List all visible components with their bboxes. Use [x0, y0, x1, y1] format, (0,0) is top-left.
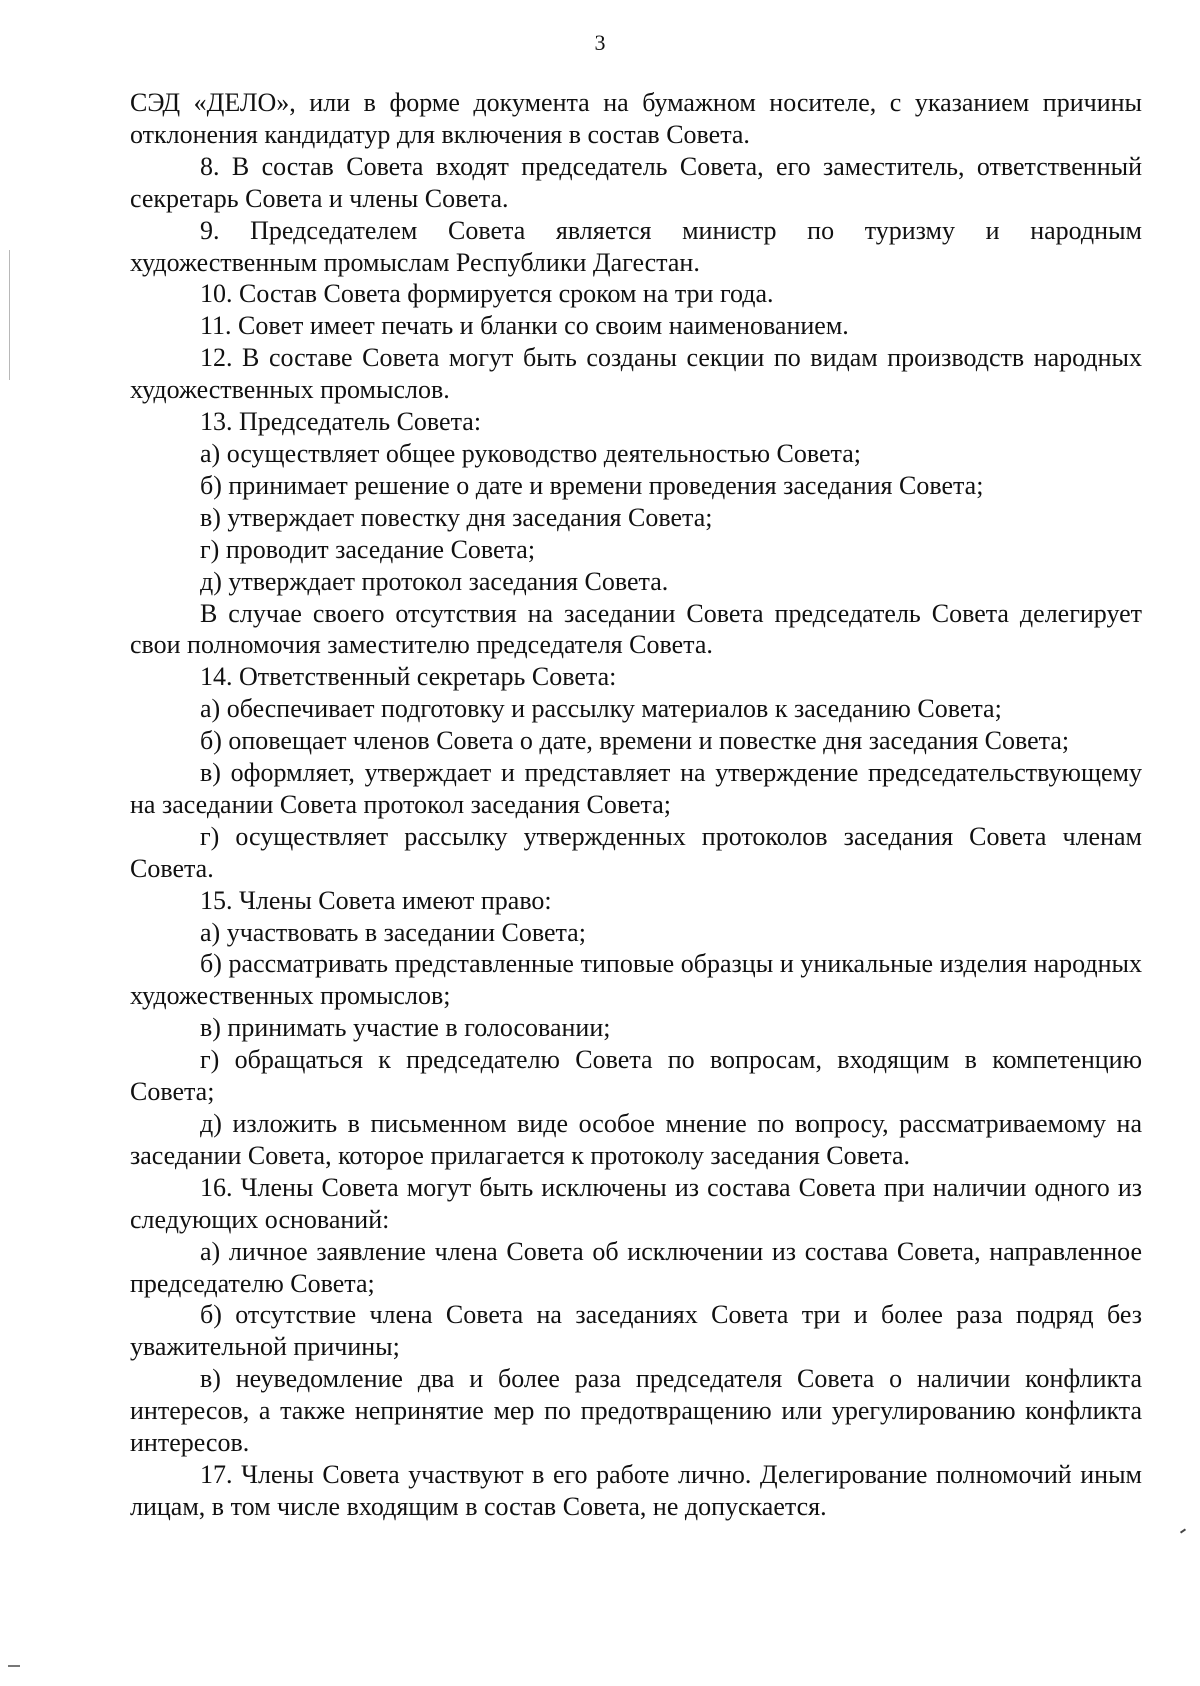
paragraph: а) осуществляет общее руководство деятельностью Совета;: [200, 438, 861, 468]
scan-speck: [8, 1665, 20, 1667]
paragraph: б) оповещает членов Совета о дате, времени и повестке дня заседания Совета;: [200, 726, 1070, 756]
paragraph: в) принимать участие в голосовании;: [200, 1013, 611, 1043]
page-number: 3: [594, 30, 606, 55]
scan-edge-line: [9, 250, 10, 380]
paragraph: в) неуведомление два и более раза председателя Совета о наличии конфликта интересов, а также непринятие мер по предотвращению или урегулированию конфликта интересов.: [130, 1364, 1142, 1458]
paragraph: 15. Члены Совета имеют право:: [200, 885, 552, 915]
paragraph: д) изложить в письменном виде особое мнение по вопросу, рассматриваемому на заседании Совета, которое прилагается к протоколу заседания Совета.: [130, 1109, 1142, 1170]
paragraph: 13. Председатель Совета:: [200, 407, 482, 437]
paragraph: б) рассматривать представленные типовые образцы и уникальные изделия народных художественных промыслов;: [130, 949, 1142, 1011]
paragraph: в) утверждает повестку дня заседания Совета;: [200, 502, 713, 532]
paragraph: В случае своего отсутствия на заседании Совета председатель Совета делегирует свои полномочия заместителю председателя Совета.: [130, 598, 1142, 660]
paragraph: 10. Состав Совета формируется сроком на три года.: [200, 279, 774, 309]
document-body: [130, 87, 1142, 1523]
paragraph: г) обращаться к председателю Совета по вопросам, входящим в компетенцию Совета;: [130, 1045, 1142, 1107]
paragraph: г) проводит заседание Совета;: [200, 534, 536, 564]
paragraph: 11. Совет имеет печать и бланки со своим наименованием.: [200, 311, 849, 341]
paragraph: а) обеспечивает подготовку и рассылку материалов к заседанию Совета;: [200, 694, 1002, 724]
paragraph: а) личное заявление члена Совета об исключении из состава Совета, направленное председателю Совета;: [130, 1236, 1142, 1298]
paragraph: г) осуществляет рассылку утвержденных протоколов заседания Совета членам Совета.: [130, 821, 1142, 883]
paragraph: б) принимает решение о дате и времени проведения заседания Совета;: [200, 470, 984, 500]
paragraph: 17. Члены Совета участвуют в его работе лично. Делегирование полномочий иным лицам, в том числе входящим в состав Совета, не допускается.: [130, 1459, 1142, 1521]
paragraph: 14. Ответственный секретарь Совета:: [200, 662, 617, 692]
scan-speck: [1180, 1528, 1186, 1533]
paragraph: 8. В состав Совета входят председатель Совета, его заместитель, ответственный секретарь Совета и члены Совета.: [130, 151, 1142, 213]
paragraph: 9. Председателем Совета является министр по туризму и народным художественным промыслам Республики Дагестан.: [130, 215, 1142, 277]
paragraph: СЭД «ДЕЛО», или в форме документа на бумажном носителе, с указанием причины отклонения кандидатур для включения в состав Совета.: [130, 88, 1142, 149]
paragraph: 16. Члены Совета могут быть исключены из состава Совета при наличии одного из следующих оснований:: [130, 1172, 1142, 1234]
paragraph: б) отсутствие члена Совета на заседаниях Совета три и более раза подряд без уважительной причины;: [130, 1300, 1142, 1362]
paragraph: 12. В составе Совета могут быть созданы секции по видам производств народных художественных промыслов.: [130, 343, 1142, 405]
paragraph: а) участвовать в заседании Совета;: [200, 917, 586, 947]
paragraph: д) утверждает протокол заседания Совета.: [200, 566, 669, 596]
paragraph: в) оформляет, утверждает и представляет на утверждение председательствующему на заседании Совета протокол заседания Совета;: [130, 758, 1142, 819]
